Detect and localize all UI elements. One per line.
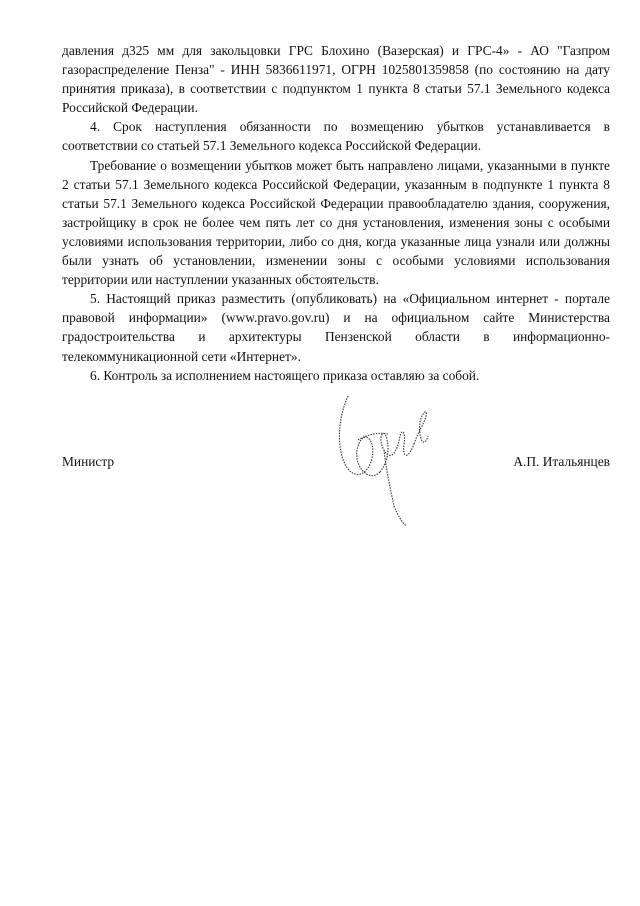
handwritten-signature bbox=[328, 388, 438, 528]
paragraph-damages-claim: Требование о возмещении убытков может быть направлено лицами, указанными в пункте 2 статьи 57.1 Земельного кодекса Российской Федерации, указанным в подпункте 1 пункта 8 статьи 57.1 Земельного кодекса Российской Федерации правообладателю здания, сооружения, застройщику в срок не более чем пять лет со дня установления, изменения зоны с особыми условиями использования территории, либо со дня, когда указанные лица узнали или должны были узнать об установлении, изменении зоны с особыми условиями использования территории или наступлении указанных обстоятельств. bbox=[62, 157, 610, 288]
signatory-name: А.П. Итальянцев bbox=[513, 454, 610, 469]
paragraph-item-5: 5. Настоящий приказ разместить (опубликовать) на «Официальном интернет - портале правовой информации» (www.pravo.gov.ru) и на официальном сайте Министерства градостроительства и архитектуры Пензенской области в информационно-телекоммуникационной сети «Интернет». bbox=[62, 291, 610, 364]
paragraph-continuation: давления д325 мм для закольцовки ГРС Блохино (Вазерская) и ГРС-4» - АО "Газпром газораспределение Пенза" - ИНН 5836611971, ОГРН 1025801359858 (по состоянию на дату принятия приказа), в соответствии с подпунктом 1 пункта 8 статьи 57.1 Земельного кодекса Российской Федерации. bbox=[62, 43, 610, 116]
paragraph-item-4: 4. Срок наступления обязанности по возмещению убытков устанавливается в соответствии со статьей 57.1 Земельного кодекса Российской Федерации. bbox=[62, 119, 610, 154]
paragraph-item-6: 6. Контроль за исполнением настоящего приказа оставляю за собой. bbox=[90, 367, 480, 383]
signatory-position: Министр bbox=[62, 454, 115, 469]
document-body bbox=[62, 41, 610, 385]
